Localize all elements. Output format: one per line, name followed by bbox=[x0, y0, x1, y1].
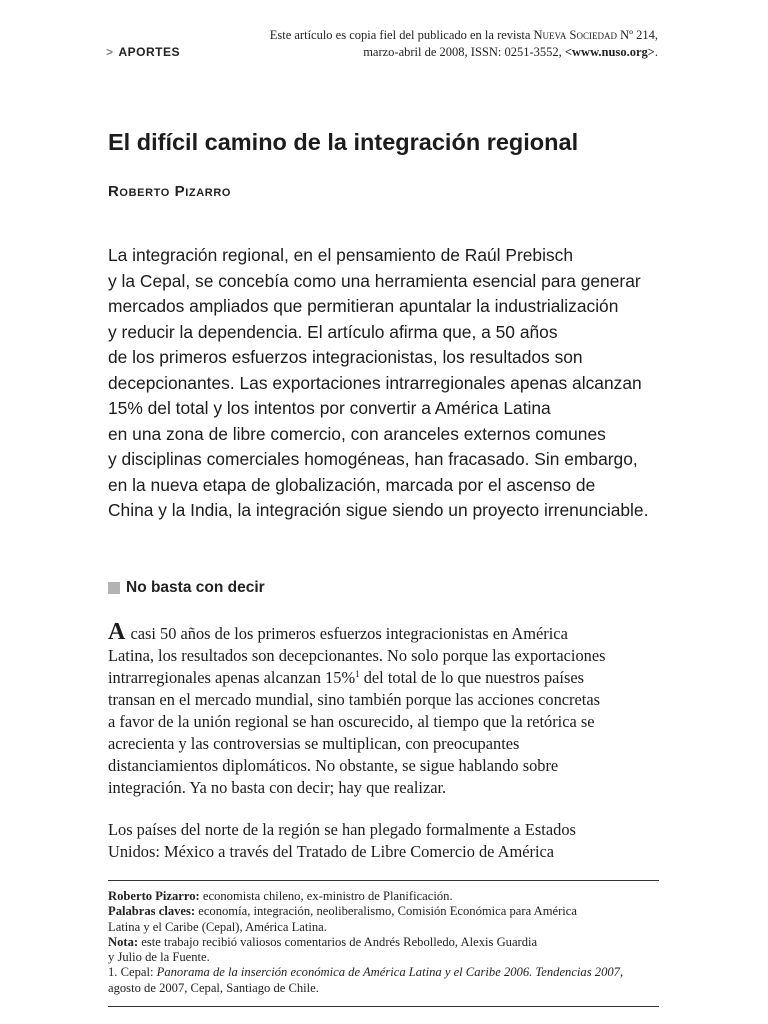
abstract-line: y reducir la dependencia. El artículo afirma que, a 50 años bbox=[108, 321, 558, 342]
paragraph-line: a favor de la unión regional se han oscurecido, al tiempo que la retórica se bbox=[108, 712, 595, 731]
abstract-line: de los primeros esfuerzos integracionistas, los resultados son bbox=[108, 347, 583, 367]
journal-citation-note bbox=[228, 27, 658, 61]
article-author: Roberto Pizarro bbox=[108, 183, 232, 200]
paragraph-line: integración. Ya no basta con decir; hay que realizar. bbox=[108, 778, 447, 797]
footnote-1 bbox=[108, 965, 668, 980]
abstract-line: decepcionantes. Las exportaciones intrarregionales apenas alcanzan bbox=[108, 372, 642, 393]
article-title: El difícil camino de la integración regional bbox=[108, 129, 579, 155]
abstract-line: La integración regional, en el pensamiento de Raúl Prebisch bbox=[108, 245, 574, 265]
journal-name: Nueva Sociedad bbox=[533, 28, 617, 42]
section-arrow-icon: > bbox=[106, 45, 114, 59]
body-paragraph-2 bbox=[108, 819, 668, 863]
issue-number: Nº 214, bbox=[616, 28, 658, 42]
citation-line2: marzo-abril de 2008, ISSN: 0251-3552, bbox=[363, 45, 565, 59]
footnote-1-suffix: , bbox=[619, 965, 624, 980]
abstract-line: y disciplinas comerciales homogéneas, han fracasado. Sin embargo, bbox=[108, 449, 638, 469]
paragraph-line: distanciamientos diplomáticos. No obstante, se sigue hablando sobre bbox=[108, 756, 559, 775]
author-note-text: economista chileno, ex-ministro de Planificación. bbox=[199, 889, 453, 903]
citation-prefix: Este artículo es copia fiel del publicado en la revista bbox=[269, 28, 534, 42]
section-tag bbox=[106, 45, 180, 59]
journal-url: <www.nuso.org> bbox=[564, 45, 655, 59]
abstract-line: y la Cepal, se concebía como una herramienta esencial para generar bbox=[108, 270, 641, 291]
paragraph-line bbox=[108, 621, 668, 645]
abstract-line: 15% del total y los intentos por convertir a América Latina bbox=[108, 398, 551, 418]
keywords-text: economía, integración, neoliberalismo, Comisión Económica para América bbox=[195, 904, 577, 919]
author-note bbox=[108, 889, 668, 904]
subheading-text: No basta con decir bbox=[126, 579, 265, 596]
footnote-1-title: Panorama de la inserción económica de América Latina y el Caribe 2006. Tendencias 2007 bbox=[156, 965, 620, 980]
keywords-note-cont: Latina y el Caribe (Cepal), América Latina. bbox=[108, 919, 327, 934]
keywords-note bbox=[108, 904, 668, 919]
acknowledgement-note bbox=[108, 935, 668, 950]
paragraph-line: transan en el mercado mundial, sino también porque las acciones concretas bbox=[108, 690, 600, 709]
abstract-line: mercados ampliados que permitieran apuntalar la industrialización bbox=[108, 296, 619, 316]
footnote-reference[interactable]: 1 bbox=[355, 669, 360, 679]
section-label: APORTES bbox=[118, 45, 181, 59]
square-bullet-icon bbox=[108, 582, 120, 594]
drop-cap: A bbox=[108, 619, 126, 645]
citation-suffix: . bbox=[654, 45, 658, 59]
author-note-label: Roberto Pizarro: bbox=[108, 889, 200, 903]
paragraph-line-text: casi 50 años de los primeros esfuerzos integracionistas en América bbox=[126, 624, 568, 643]
footnote-1-cont: agosto de 2007, Cepal, Santiago de Chile. bbox=[108, 980, 319, 995]
paragraph-line: acrecienta y las controversias se multiplican, con preocupantes bbox=[108, 734, 520, 753]
footnote-1-prefix: 1. Cepal: bbox=[108, 965, 157, 980]
paragraph-line bbox=[108, 667, 668, 689]
article-abstract bbox=[108, 243, 668, 524]
paragraph-line-text: del total de lo que nuestros países bbox=[359, 668, 585, 687]
section-subheading bbox=[108, 579, 265, 597]
abstract-line: en la nueva etapa de globalización, marcada por el ascenso de bbox=[108, 474, 596, 495]
paragraph-line-text: intrarregionales apenas alcanzan 15% bbox=[108, 668, 356, 687]
keywords-label: Palabras claves: bbox=[108, 904, 196, 919]
note-text: este trabajo recibió valiosos comentarios de Andrés Rebolledo, Alexis Guardia bbox=[138, 934, 538, 949]
paragraph-line: Los países del norte de la región se han plegado formalmente a Estados bbox=[108, 820, 576, 839]
body-paragraph-1 bbox=[108, 621, 668, 799]
paragraph-line: Unidos: México a través del Tratado de Libre Comercio de América bbox=[108, 842, 555, 861]
abstract-line: China y la India, la integración sigue siendo un proyecto irrenunciable. bbox=[108, 500, 649, 520]
footnotes bbox=[108, 889, 668, 996]
abstract-line: en una zona de libre comercio, con aranceles externos comunes bbox=[108, 423, 606, 444]
note-label: Nota: bbox=[108, 934, 139, 949]
footnote-divider-bottom bbox=[108, 1006, 659, 1007]
paragraph-line: Latina, los resultados son decepcionantes. No solo porque las exportaciones bbox=[108, 646, 606, 665]
footnote-divider-top bbox=[108, 880, 659, 881]
acknowledgement-note-cont: y Julio de la Fuente. bbox=[108, 950, 210, 965]
